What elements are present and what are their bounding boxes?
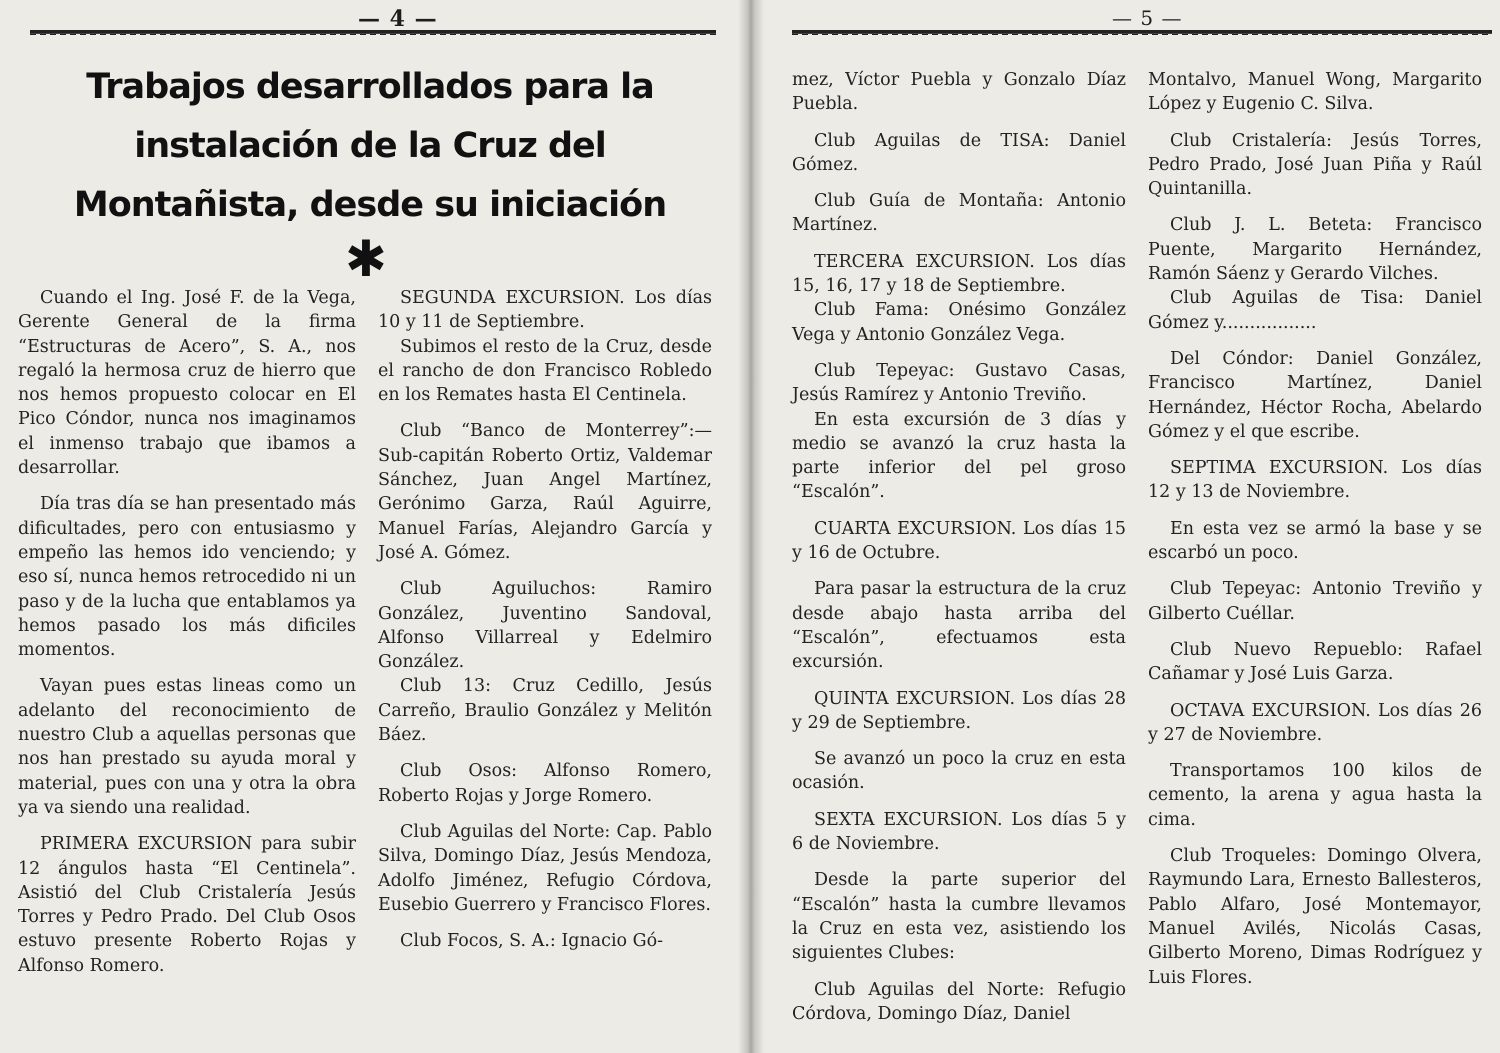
paragraph: En esta excursión de 3 días y medio se avanzó la cruz hasta la parte inferior del pel groso “Escalón”.	[792, 409, 1126, 503]
paragraph: Día tras día se han presentado más dificultades, pero con entusiasmo y empeño las hemos ido venciendo; y eso sí, nunca hemos retrocedido ni un paso y de la lucha que entablamos ya hemos pasado los más dificiles momentos.	[18, 494, 356, 661]
paragraph: Club J. L. Beteta: Francisco Puente, Margarito Hernández, Ramón Sáenz y Gerardo Vilches.	[1148, 215, 1482, 285]
paragraph: Transportamos 100 kilos de cemento, la arena y agua hasta la cima.	[1148, 761, 1482, 830]
paragraph: Club Aguilas de TISA: Daniel Gómez.	[792, 130, 1126, 175]
paragraph: Club Focos, S. A.: Ignacio Gó-	[400, 931, 664, 952]
paragraph: QUINTA EXCURSION. Los días 28 y 29 de Septiembre.	[792, 688, 1126, 733]
paragraph: Club 13: Cruz Cedillo, Jesús Carreño, Braulio González y Melitón Báez.	[378, 676, 712, 746]
page-number-right: — 5 —	[1112, 6, 1183, 30]
article-title: Trabajos desarrollados para la instalación de la Cruz del Montañista, desde su iniciación	[73, 67, 667, 225]
left-page	[0, 0, 748, 1053]
header-rule-left	[30, 30, 716, 34]
paragraph: OCTAVA EXCURSION. Los días 26 y 27 de Noviembre.	[1148, 700, 1482, 745]
paragraph: Del Cóndor: Daniel González, Francisco Martínez, Daniel Hernández, Héctor Rocha, Abelardo Gómez y el que escribe.	[1148, 348, 1482, 442]
asterisk-ornament-icon: ✱	[345, 230, 387, 288]
paragraph: Club Aguilas del Norte: Refugio Córdova, Domingo Díaz, Daniel	[792, 979, 1126, 1024]
right-page	[752, 0, 1500, 1053]
paragraph: En esta vez se armó la base y se escarbó un poco.	[1148, 518, 1482, 564]
text-column-4	[1148, 68, 1482, 1002]
paragraph: Vayan pues estas lineas como un adelanto del reconocimiento de nuestro Club a aquellas personas que nos han prestado su ayuda moral y material, pues con una y otra la obra ya va siendo una realidad.	[18, 676, 356, 818]
paragraph: SEPTIMA EXCURSION. Los días 12 y 13 de Noviembre.	[1148, 458, 1482, 503]
text-column-1	[18, 286, 356, 990]
book-gutter	[738, 0, 764, 1053]
paragraph: Club Tepeyac: Gustavo Casas, Jesús Ramírez y Antonio Treviño.	[792, 360, 1126, 406]
paragraph: Club Osos: Alfonso Romero, Roberto Rojas y Jorge Romero.	[378, 761, 712, 806]
paragraph: Club Aguilas del Norte: Cap. Pablo Silva, Domingo Díaz, Jesús Mendoza, Adolfo Jiménez, Refugio Córdova, Eusebio Guerrero y Francisco Flores.	[378, 821, 712, 915]
text-column-2	[378, 286, 712, 965]
paragraph: Club Troqueles: Domingo Olvera, Raymundo Lara, Ernesto Ballesteros, Pablo Alfaro, José Montemayor, Manuel Avilés, Nicolás Casas, Gilberto Moreno, Dimas Rodríguez y Luis Flores.	[1148, 846, 1482, 988]
header-rule-right	[792, 30, 1492, 34]
paragraph: mez, Víctor Puebla y Gonzalo Díaz Puebla.	[792, 70, 1126, 115]
page-number-left: — 4 —	[358, 6, 438, 32]
paragraph: Club “Banco de Monterrey”:— Sub-capitán Roberto Ortiz, Valdemar Sánchez, Juan Angel Martínez, Gerónimo Garza, Raúl Aguirre, Manuel Farías, Alejandro García y José A. Gómez.	[378, 421, 712, 563]
paragraph: Subimos el resto de la Cruz, desde el rancho de don Francisco Robledo en los Remates hasta El Centinela.	[378, 336, 712, 406]
paragraph: Club Aguilas de Tisa: Daniel Gómez y.................	[1148, 288, 1482, 333]
paragraph: Club Fama: Onésimo González Vega y Antonio González Vega.	[792, 300, 1126, 345]
paragraph: Club Tepeyac: Antonio Treviño y Gilberto Cuéllar.	[1148, 579, 1482, 624]
paragraph: Se avanzó un poco la cruz en esta ocasión.	[792, 749, 1126, 794]
paragraph: CUARTA EXCURSION. Los días 15 y 16 de Octubre.	[792, 518, 1126, 564]
text-column-3	[792, 68, 1126, 1038]
paragraph: Club Guía de Montaña: Antonio Martínez.	[792, 191, 1126, 236]
paragraph: Para pasar la estructura de la cruz desde abajo hasta arriba del “Escalón”, efectuamos esta excursión.	[792, 579, 1126, 673]
paragraph: Desde la parte superior del “Escalón” hasta la cumbre llevamos la Cruz en esta vez, asistiendo los siguientes Clubes:	[792, 870, 1126, 964]
paragraph: SEGUNDA EXCURSION. Los días 10 y 11 de Septiembre.	[378, 288, 712, 333]
paragraph: TERCERA EXCURSION. Los días 15, 16, 17 y 18 de Septiembre.	[792, 251, 1126, 297]
paragraph: Club Aguiluchos: Ramiro González, Juventino Sandoval, Alfonso Villarreal y Edelmiro González.	[378, 579, 712, 673]
paragraph: Club Nuevo Repueblo: Rafael Cañamar y José Luis Garza.	[1148, 639, 1482, 685]
paragraph: SEXTA EXCURSION. Los días 5 y 6 de Noviembre.	[792, 809, 1126, 855]
paragraph: Club Cristalería: Jesús Torres, Pedro Prado, José Juan Piña y Raúl Quintanilla.	[1148, 130, 1482, 200]
paragraph: PRIMERA EXCURSION para subir 12 ángulos hasta “El Centinela”. Asistió del Club Cristalería Jesús Torres y Pedro Prado. Del Club Osos estuvo presente Roberto Rojas y Alfonso Romero.	[18, 834, 356, 976]
paragraph: Montalvo, Manuel Wong, Margarito López y Eugenio C. Silva.	[1148, 70, 1482, 115]
paragraph: Cuando el Ing. José F. de la Vega, Gerente General de la firma “Estructuras de Acero”, S. A., nos regaló la hermosa cruz de hierro que nos hemos propuesto colocar en El Pico Cóndor, nunca nos imaginamos el inmenso trabajo que ibamos a desarrollar.	[18, 288, 356, 479]
